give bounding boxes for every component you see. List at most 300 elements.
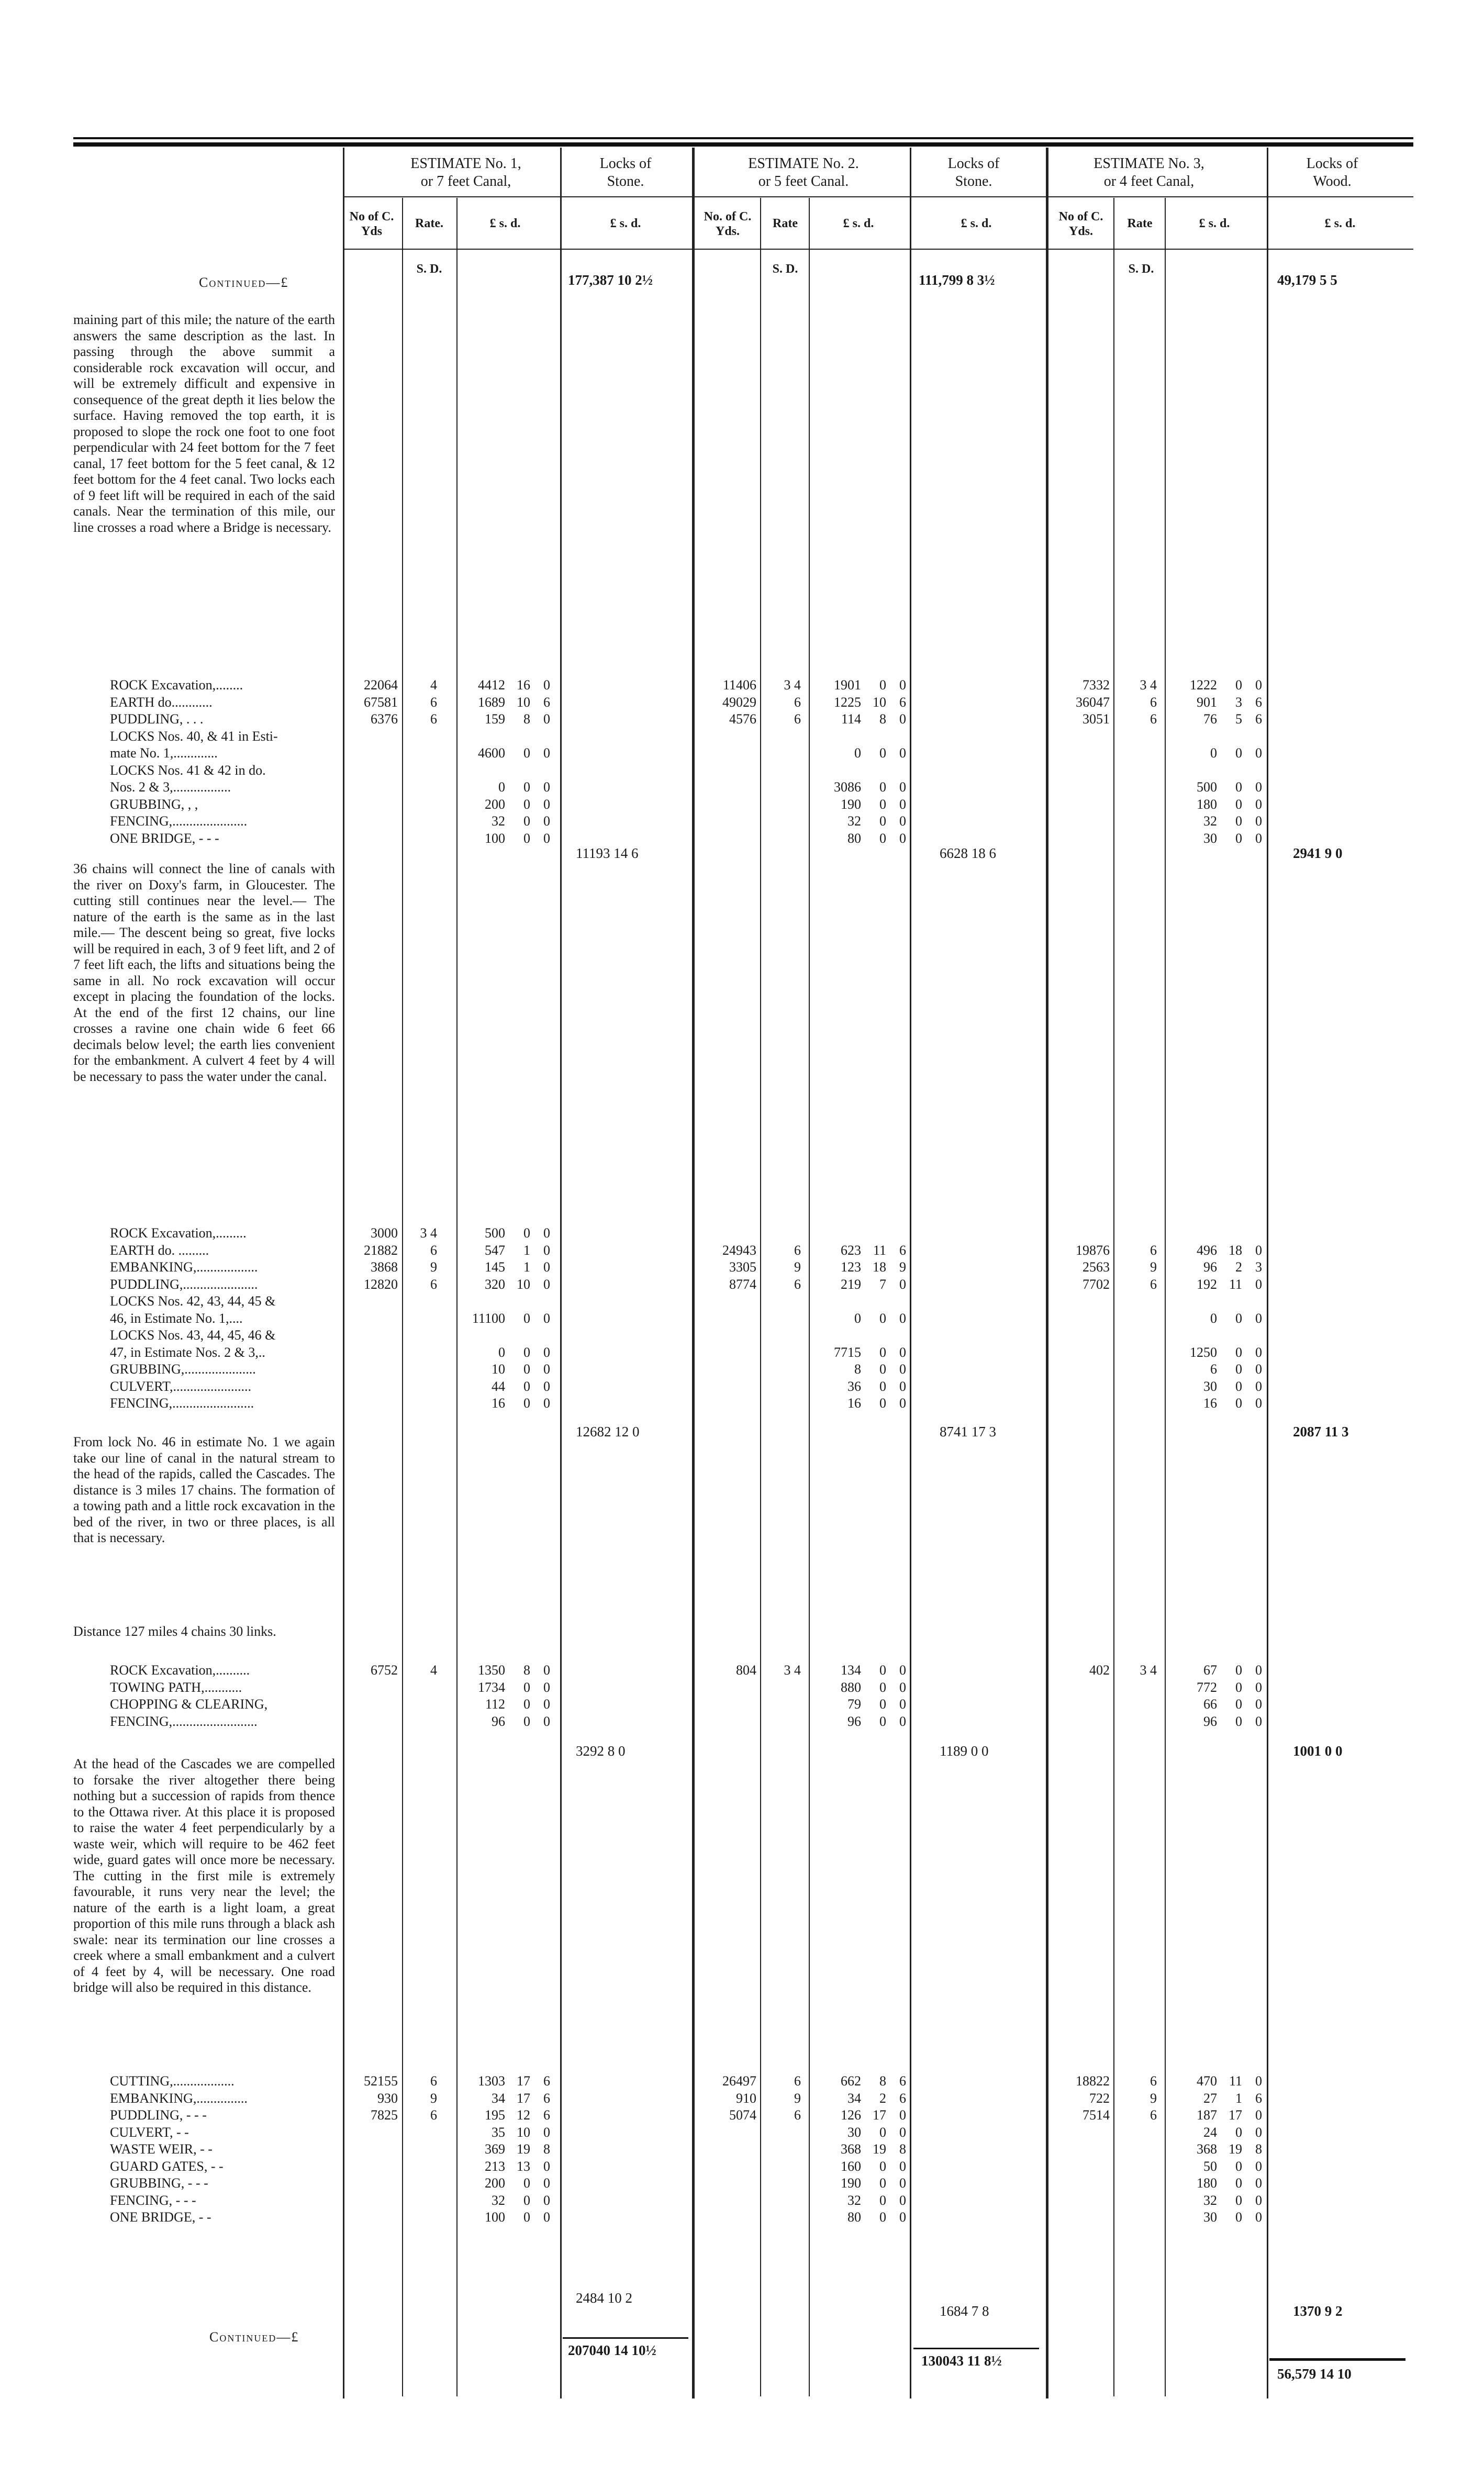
rate-1: 9 [430, 2090, 437, 2106]
money-m3 [1175, 2090, 1262, 2106]
money-m2 [819, 1395, 906, 1411]
col-rate-2: Rate [773, 217, 798, 230]
item-label: PUDDLING, - - - [110, 2107, 207, 2123]
locks-2-header [911, 155, 1036, 191]
pounds: 190 [841, 796, 861, 812]
pence: 0 [1255, 2073, 1262, 2089]
sd-label-1: S. D. [416, 262, 442, 276]
shillings: 0 [879, 1662, 886, 1678]
shillings: 0 [523, 1697, 530, 1712]
shillings: 19 [873, 2141, 886, 2157]
money-m3 [1175, 677, 1262, 693]
pence: 8 [1255, 2141, 1262, 2157]
money-m1 [463, 2158, 550, 2174]
pence: 6 [899, 2073, 906, 2089]
col-line-j [1113, 198, 1114, 2396]
pounds: 368 [841, 2141, 861, 2157]
money-m2 [819, 677, 906, 693]
pounds: 623 [841, 1242, 861, 1258]
pence: 3 [1255, 1259, 1262, 1275]
item-label: EMBANKING,............... [110, 2090, 248, 2106]
yards-2: 49029 [722, 694, 756, 710]
shillings: 0 [1235, 1697, 1242, 1712]
shillings: 0 [1235, 2175, 1242, 2191]
shillings: 0 [523, 1310, 530, 1326]
yards-3: 3051 [1083, 711, 1110, 727]
pence: 0 [1255, 1662, 1262, 1678]
col-locks-money-3: £ s. d. [1324, 217, 1356, 230]
item-label: 46, in Estimate No. 1,.... [110, 1310, 243, 1326]
pence: 0 [543, 1344, 550, 1360]
shillings: 8 [523, 1662, 530, 1678]
pence: 0 [899, 2175, 906, 2191]
money-m1 [463, 1361, 550, 1377]
money-m3 [1175, 1344, 1262, 1360]
money-m3 [1175, 1361, 1262, 1377]
item-label: ROCK Excavation,......... [110, 1225, 247, 1241]
pence: 6 [899, 1242, 906, 1258]
shillings: 19 [517, 2141, 530, 2157]
col-line-g [809, 198, 810, 2396]
money-m1 [463, 1713, 550, 1729]
pounds: 0 [1210, 745, 1217, 761]
shillings: 0 [879, 2158, 886, 2174]
pounds: 213 [485, 2158, 505, 2174]
item-label: CULVERT,....................... [110, 1378, 252, 1394]
money-m3 [1175, 762, 1262, 778]
money-m1 [463, 1344, 550, 1360]
money-m3 [1175, 1679, 1262, 1695]
pence: 0 [1255, 1362, 1262, 1377]
pounds: 112 [485, 1697, 505, 1712]
money-m1 [463, 1225, 550, 1241]
shillings: 1 [1235, 2090, 1242, 2106]
shillings: 1 [523, 1259, 530, 1275]
rate-3: 9 [1150, 2090, 1157, 2106]
pounds: 34 [847, 2090, 861, 2106]
pence: 0 [543, 745, 550, 761]
shillings: 0 [523, 1225, 530, 1241]
rate-1: 4 [430, 677, 437, 693]
money-m3 [1175, 2209, 1262, 2225]
estimate-3-header [1070, 155, 1228, 191]
shillings: 0 [879, 1697, 886, 1712]
pence: 0 [1255, 1679, 1262, 1695]
pence: 0 [899, 1679, 906, 1695]
money-m2 [819, 1344, 906, 1360]
money-m1 [463, 1259, 550, 1275]
item-label: ONE BRIDGE, - - - [110, 830, 219, 846]
money-m3 [1175, 2141, 1262, 2157]
money-m2 [819, 1679, 906, 1695]
item-label: LOCKS Nos. 41 & 42 in do. [110, 762, 266, 778]
pounds: 0 [498, 1344, 505, 1360]
pounds: 470 [1197, 2073, 1217, 2089]
shillings: 0 [523, 1679, 530, 1695]
rate-1: 3 4 [420, 1225, 437, 1241]
pence: 0 [543, 830, 550, 846]
section-3-description: From lock No. 46 in estimate No. 1 we again take our line of canal in the natural stream to the head of the rapids, called the Cascades. The distance is 3 miles 17 chains. The formation of a towing path and a little rock excavation in the bed of the river, in two or three places, is all that is necessary. [73, 1434, 335, 1545]
pence: 0 [543, 2210, 550, 2225]
money-m2 [819, 2209, 906, 2225]
money-m1 [463, 2209, 550, 2225]
money-m2 [819, 1242, 906, 1258]
pounds: 1250 [1190, 1344, 1217, 1360]
pounds: 67 [1203, 1662, 1217, 1678]
shillings: 0 [879, 813, 886, 829]
money-m1 [463, 1242, 550, 1258]
pounds: 100 [485, 2210, 505, 2225]
shillings: 0 [1235, 1713, 1242, 1729]
money-m1 [463, 2124, 550, 2140]
pounds: 160 [841, 2158, 861, 2174]
sd-label-3: S. D. [1128, 262, 1154, 276]
money-m2 [819, 2107, 906, 2123]
yards-3: 7514 [1083, 2107, 1110, 2123]
top-rule [73, 137, 1413, 139]
pounds: 32 [492, 2192, 505, 2208]
pence: 6 [1255, 694, 1262, 710]
money-m1 [463, 1378, 550, 1394]
pounds: 80 [847, 2210, 861, 2225]
item-label: CHOPPING & CLEARING, [110, 1697, 268, 1712]
item-label: ONE BRIDGE, - - [110, 2210, 211, 2225]
shillings: 0 [523, 745, 530, 761]
estimate-1-subtitle: or 7 feet Canal, [420, 173, 511, 189]
money-m3 [1175, 1662, 1262, 1678]
pence: 0 [1255, 1713, 1262, 1729]
shillings: 0 [879, 1362, 886, 1377]
continued-label-top: Continued—£ [199, 275, 289, 290]
pence: 0 [1255, 745, 1262, 761]
section-3-distance: Distance 127 miles 4 chains 30 links. [73, 1624, 276, 1639]
col-yds-2: No. of C. Yds. [704, 210, 752, 238]
money-m2 [819, 2158, 906, 2174]
pounds: 1225 [834, 694, 861, 710]
pence: 0 [899, 1697, 906, 1712]
pounds: 76 [1203, 711, 1217, 727]
subheader-divider [343, 249, 1413, 250]
shillings: 0 [1235, 1679, 1242, 1695]
pence: 0 [1255, 2124, 1262, 2140]
pounds: 0 [854, 745, 861, 761]
money-m2 [819, 796, 906, 812]
section-3-total-3: 1001 0 0 [1293, 1743, 1343, 1759]
money-m2 [819, 2141, 906, 2157]
pence: 0 [543, 1259, 550, 1275]
shillings: 0 [879, 2192, 886, 2208]
locks-3-header [1269, 155, 1395, 191]
money-m2 [819, 2175, 906, 2191]
money-m3 [1175, 2158, 1262, 2174]
pence: 0 [543, 1225, 550, 1241]
carried-total-3: 49,179 5 5 [1277, 272, 1337, 288]
shillings: 3 [1235, 694, 1242, 710]
item-label: EMBANKING,.................. [110, 1259, 258, 1275]
yards-3: 36047 [1076, 694, 1110, 710]
pence: 0 [899, 1362, 906, 1377]
pounds: 200 [485, 2175, 505, 2191]
shillings: 13 [517, 2158, 530, 2174]
money-m2 [819, 1225, 906, 1241]
pounds: 0 [854, 1310, 861, 1326]
money-m1 [463, 779, 550, 795]
shillings: 1 [523, 1242, 530, 1258]
money-m1 [463, 728, 550, 744]
pence: 6 [899, 2090, 906, 2106]
money-m1 [463, 1696, 550, 1712]
money-m1 [463, 1327, 550, 1343]
rate-1: 9 [430, 1259, 437, 1275]
col-line-a [343, 148, 344, 2398]
shillings: 0 [1235, 1310, 1242, 1326]
shillings: 0 [1235, 779, 1242, 795]
shillings: 0 [1235, 813, 1242, 829]
rate-3: 6 [1150, 1242, 1157, 1258]
yards-2: 4576 [729, 711, 756, 727]
pence: 8 [543, 2141, 550, 2157]
shillings: 0 [523, 1713, 530, 1729]
locks-1-header [563, 155, 688, 191]
money-m3 [1175, 2107, 1262, 2123]
shillings: 0 [523, 2192, 530, 2208]
yards-1: 52155 [364, 2073, 398, 2089]
item-label: GUARD GATES, - - [110, 2158, 224, 2174]
col-line-i [1046, 148, 1048, 2398]
pounds: 96 [847, 1713, 861, 1729]
carried-total-1: 177,387 10 2½ [568, 272, 653, 288]
money-m2 [819, 1662, 906, 1678]
pence: 6 [543, 694, 550, 710]
money-m1 [463, 694, 550, 710]
shillings: 10 [517, 694, 530, 710]
money-m1 [463, 813, 550, 829]
money-m3 [1175, 1276, 1262, 1292]
money-m3 [1175, 1225, 1262, 1241]
top-rule-2 [73, 142, 1413, 147]
section-1-total-3: 2941 9 0 [1293, 845, 1343, 861]
pounds: 16 [492, 1396, 505, 1411]
shillings: 0 [523, 2210, 530, 2225]
shillings: 0 [1235, 1662, 1242, 1678]
yards-2: 910 [736, 2090, 756, 2106]
money-m2 [819, 2192, 906, 2208]
item-label: LOCKS Nos. 43, 44, 45, 46 & [110, 1327, 276, 1343]
item-label: 47, in Estimate Nos. 2 & 3,.. [110, 1344, 265, 1360]
locks-3-title: Locks of [1306, 155, 1358, 172]
section-4-description: At the head of the Cascades we are compelled to forsake the river altogether there being nothing but a succession of rapids from thence to the Ottawa river. At this place it is proposed to raise the water 4 feet perpendicularly by a waste weir, which will require to be 462 feet wide, guard gates will once more be necessary. The cutting in the first mile is extremely favourable, it runs very near the level; the nature of the earth is a light loam, a great proportion of this mile runs through a black ash swale: near its termination our line crosses a creek where a small embankment and a culvert of 4 feet by 4, will be necessary. One road bridge will also be required in this distance. [73, 1756, 335, 1995]
shillings: 0 [1235, 2124, 1242, 2140]
pounds: 100 [485, 830, 505, 846]
shillings: 11 [1229, 1276, 1242, 1292]
pence: 0 [1255, 1310, 1262, 1326]
rate-2: 3 4 [784, 677, 801, 693]
item-label: LOCKS Nos. 42, 43, 44, 45 & [110, 1293, 276, 1309]
pounds: 187 [1197, 2107, 1217, 2123]
rate-1: 6 [430, 1242, 437, 1258]
item-label: mate No. 1,............. [110, 745, 218, 761]
pence: 0 [899, 1713, 906, 1729]
section-1-description: maining part of this mile; the nature of the earth answers the same description as the last. In passing through the above summit a considerable rock excavation will occur, and will be extremely difficult and expensive in consequence of the great depth it lies below the surface. Having removed the top earth, it is proposed to slope the rock one foot to one foot perpendicular with 24 feet bottom for the 7 feet canal, 17 feet bottom for the 5 feet canal, & 12 feet bottom for the 4 feet canal. Two locks each of 9 feet lift will be required in each of the said canals. Near the termination of this mile, our line crosses a road where a Bridge is necessary. [73, 312, 335, 535]
shillings: 0 [1235, 1344, 1242, 1360]
shillings: 0 [523, 813, 530, 829]
shillings: 0 [1235, 2158, 1242, 2174]
money-m2 [819, 830, 906, 846]
pence: 0 [899, 2158, 906, 2174]
pence: 0 [543, 1276, 550, 1292]
money-m2 [819, 1310, 906, 1326]
yards-2: 11406 [722, 677, 756, 693]
pence: 0 [899, 745, 906, 761]
pence: 0 [1255, 2158, 1262, 2174]
shillings: 17 [517, 2073, 530, 2089]
pence: 0 [1255, 2107, 1262, 2123]
rate-1: 6 [430, 711, 437, 727]
money-m1 [463, 1276, 550, 1292]
pence: 0 [899, 1344, 906, 1360]
money-m3 [1175, 1310, 1262, 1326]
yards-3: 7702 [1083, 1276, 1110, 1292]
item-label: Nos. 2 & 3,................. [110, 779, 231, 795]
pounds: 114 [841, 711, 861, 727]
item-label: GRUBBING,..................... [110, 1362, 256, 1377]
pounds: 500 [1197, 779, 1217, 795]
pence: 0 [1255, 830, 1262, 846]
pounds: 50 [1203, 2158, 1217, 2174]
pounds: 4600 [478, 745, 505, 761]
pence: 0 [899, 1396, 906, 1411]
grand-rule-1 [563, 2337, 688, 2339]
pounds: 96 [1203, 1259, 1217, 1275]
grand-rule-3 [1269, 2358, 1405, 2361]
col-money-3: £ s. d. [1199, 217, 1230, 230]
money-m3 [1175, 2192, 1262, 2208]
shillings: 10 [517, 2124, 530, 2140]
pounds: 7715 [834, 1344, 861, 1360]
money-m1 [463, 2141, 550, 2157]
money-m1 [463, 1662, 550, 1678]
pence: 0 [899, 813, 906, 829]
col-rate-1: Rate. [415, 217, 443, 230]
money-m2 [819, 1259, 906, 1275]
pence: 0 [543, 779, 550, 795]
item-label: GRUBBING, , , [110, 796, 198, 812]
yards-1: 6376 [371, 711, 398, 727]
section-4-total-1: 2484 10 2 [576, 2290, 632, 2306]
pence: 6 [1255, 711, 1262, 727]
pence: 0 [543, 1679, 550, 1695]
shillings: 11 [873, 1242, 886, 1258]
section-4-total-2: 1684 7 8 [940, 2303, 989, 2319]
pounds: 66 [1203, 1697, 1217, 1712]
yards-3: 2563 [1083, 1259, 1110, 1275]
money-m2 [819, 1293, 906, 1309]
grand-total-2: 130043 11 8½ [921, 2353, 1002, 2369]
pounds: 320 [485, 1276, 505, 1292]
pence: 0 [899, 1378, 906, 1394]
money-m3 [1175, 1293, 1262, 1309]
money-m3 [1175, 1378, 1262, 1394]
col-locks-money-2: £ s. d. [961, 217, 992, 230]
rate-3: 9 [1150, 1259, 1157, 1275]
pounds: 1350 [478, 1662, 505, 1678]
col-yds-1: No of C. Yds [349, 210, 394, 238]
pounds: 80 [847, 830, 861, 846]
shillings: 0 [1235, 1362, 1242, 1377]
col-line-e [692, 148, 695, 2398]
pounds: 0 [1210, 1310, 1217, 1326]
rate-2: 6 [794, 1242, 801, 1258]
pounds: 32 [492, 813, 505, 829]
pence: 0 [1255, 1396, 1262, 1411]
shillings: 17 [517, 2090, 530, 2106]
pounds: 30 [847, 2124, 861, 2140]
rate-3: 6 [1150, 694, 1157, 710]
item-label: FENCING,...................... [110, 813, 248, 829]
shillings: 8 [523, 711, 530, 727]
pence: 8 [899, 2141, 906, 2157]
pence: 0 [899, 711, 906, 727]
shillings: 0 [523, 2175, 530, 2191]
pounds: 35 [492, 2124, 505, 2140]
col-yds-3: No of C. Yds. [1058, 210, 1103, 238]
estimate-3-subtitle: or 4 feet Canal, [1103, 173, 1195, 189]
yards-2: 804 [736, 1662, 756, 1678]
money-m1 [463, 2107, 550, 2123]
pence: 0 [1255, 1378, 1262, 1394]
pence: 0 [543, 2124, 550, 2140]
shillings: 0 [1235, 677, 1242, 693]
item-label: PUDDLING,...................... [110, 1276, 258, 1292]
shillings: 0 [1235, 830, 1242, 846]
shillings: 0 [879, 677, 886, 693]
pounds: 195 [485, 2107, 505, 2123]
grand-total-1: 207040 14 10½ [568, 2342, 656, 2358]
pounds: 123 [841, 1259, 861, 1275]
pence: 0 [543, 677, 550, 693]
yards-1: 22064 [364, 677, 398, 693]
item-label: FENCING,........................ [110, 1396, 254, 1411]
money-m3 [1175, 1696, 1262, 1712]
money-m3 [1175, 2124, 1262, 2140]
col-money-1: £ s. d. [489, 217, 521, 230]
money-m2 [819, 728, 906, 744]
pounds: 16 [1203, 1396, 1217, 1411]
col-line-f [760, 198, 761, 2396]
section-4-total-3: 1370 9 2 [1293, 2303, 1343, 2319]
shillings: 0 [523, 830, 530, 846]
pounds: 27 [1203, 2090, 1217, 2106]
money-m2 [819, 2124, 906, 2140]
rate-3: 6 [1150, 2107, 1157, 2123]
shillings: 0 [879, 2210, 886, 2225]
col-line-l [1267, 148, 1268, 2398]
shillings: 17 [1229, 2107, 1242, 2123]
pounds: 30 [1203, 2210, 1217, 2225]
shillings: 0 [1235, 1378, 1242, 1394]
estimate-1-title: ESTIMATE No. 1, [410, 155, 521, 172]
shillings: 0 [523, 796, 530, 812]
pounds: 126 [841, 2107, 861, 2123]
pence: 0 [543, 1378, 550, 1394]
pounds: 369 [485, 2141, 505, 2157]
pounds: 547 [485, 1242, 505, 1258]
shillings: 0 [879, 1310, 886, 1326]
yards-2: 3305 [729, 1259, 756, 1275]
pounds: 10 [492, 1362, 505, 1377]
shillings: 7 [879, 1276, 886, 1292]
money-m3 [1175, 1395, 1262, 1411]
